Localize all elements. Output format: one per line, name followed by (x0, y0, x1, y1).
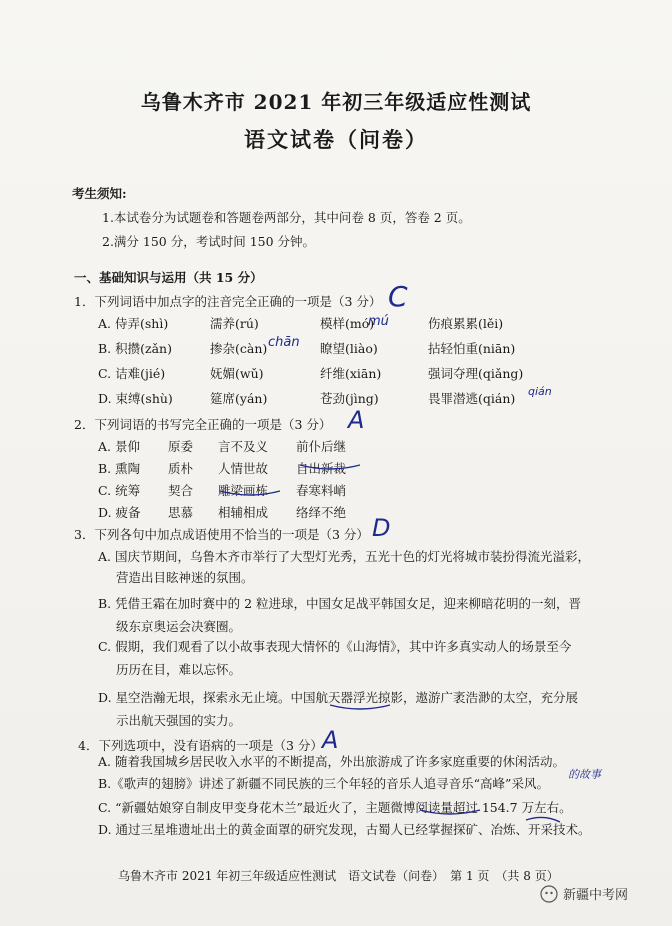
q2-row3-col2: 契合 (168, 483, 194, 498)
q1-row1-col2: 濡养(rú) (210, 316, 259, 331)
q1-row2-col4: 拈轻怕重(niān) (428, 341, 516, 356)
q1-row2-col3: 瞭望(liào) (320, 341, 378, 356)
q1-row4-col2: 筵席(yán) (210, 391, 268, 406)
notice-item-2: 2.满分 150 分，考试时间 150 分钟。 (102, 234, 316, 249)
q1-row3-col2: 妩媚(wǔ) (210, 366, 264, 381)
q2-row3-col1: C. 统筹 (98, 483, 141, 498)
q3-option-c-line1: C. 假期，我们观看了以小故事表现大情怀的《山海情》，其中许多真实动人的场景至今 (98, 639, 572, 654)
q1-row3-col4: 强词夺理(qiǎng) (428, 366, 524, 381)
q4-stem: 4．下列选项中，没有语病的一项是（3 分） (78, 738, 323, 753)
q2-row1-col4: 前仆后继 (296, 439, 347, 454)
q1-row4-col1: D. 束缚(shù) (98, 391, 173, 406)
q2-row3-col4: 春寒料峭 (296, 483, 347, 498)
q1-row1-col3: 模样(mó) (320, 316, 375, 331)
q3-option-b-line1: B. 凭借王霜在加时赛中的 2 粒进球，中国女足战平韩国女足，迎来柳暗花明的一刻，晋 (98, 596, 582, 611)
q4-note: 的故事 (568, 768, 601, 781)
q4-option-b: B.《歌声的翅膀》讲述了新疆不同民族的三个年轻的音乐人追寻音乐“高峰”采风。 (98, 776, 549, 791)
q4-option-a: A. 随着我国城乡居民收入水平的不断提高，外出旅游成了许多家庭重要的休闲活动。 (98, 754, 565, 769)
q3-stem: 3．下列各句中加点成语使用不恰当的一项是（3 分） (74, 527, 369, 542)
q1-row2-col1: B. 积攒(zǎn) (98, 341, 172, 356)
q3-option-c-line2: 历历在目，难以忘怀。 (116, 662, 242, 677)
q3-option-d-line2: 示出航天强国的实力。 (116, 713, 242, 728)
section-heading: 一、基础知识与运用（共 15 分） (74, 270, 263, 285)
q4-option-c: C. “新疆姑娘穿自制皮甲变身花木兰”最近火了，主题微博阅读量超过 154.7 万左右。 (98, 800, 572, 815)
q2-row4-col1: D. 疲备 (98, 505, 141, 520)
exam-subtitle: 语文试卷（问卷） (244, 127, 428, 152)
q1-row2-col2: 掺杂(càn) (210, 341, 268, 356)
notice-heading: 考生须知: (72, 186, 127, 201)
q2-row2-col1: B. 熏陶 (98, 461, 141, 476)
q2-row1-col1: A. 景仰 (98, 439, 140, 454)
q3-handwritten-answer: D (372, 514, 391, 542)
q1-row1-col4: 伤痕累累(lěi) (428, 316, 504, 331)
q3-option-a-line2: 营造出目眩神迷的氛围。 (116, 570, 254, 585)
notice-item-1: 1.本试卷分为试题卷和答题卷两部分，其中问卷 8 页，答卷 2 页。 (102, 210, 471, 225)
q3-option-a-line1: A. 国庆节期间，乌鲁木齐市举行了大型灯光秀，五光十色的灯光将城市装扮得流光溢彩， (98, 549, 590, 564)
q1-row1-col1: A. 侍弄(shì) (98, 316, 169, 331)
watermark (540, 884, 628, 903)
wechat-icon (540, 885, 558, 903)
q2-row2-col4: 自出新裁 (296, 461, 347, 476)
page-footer: 乌鲁木齐市 2021 年初三年级适应性测试 语文试卷（问卷） 第 1 页 （共 8 页） (118, 869, 559, 883)
q1-note-qian: qián (528, 385, 552, 398)
q4-handwritten-answer: A (322, 726, 339, 754)
q2-row1-col2: 原委 (168, 439, 194, 454)
q1-row3-col3: 纤维(xiān) (320, 366, 382, 381)
q2-row4-col3: 相辅相成 (218, 505, 269, 520)
q1-handwritten-answer: C (388, 280, 408, 313)
q2-handwritten-answer: A (348, 406, 365, 434)
q1-row4-col4: 畏罪潜逃(qián) (428, 391, 516, 406)
exam-title: 乌鲁木齐市 2021 年初三年级适应性测试 (140, 90, 532, 114)
q4-option-d: D. 通过三星堆遗址出土的黄金面罩的研究发现，古蜀人已经掌握探矿、冶炼、开采技术。 (98, 822, 591, 837)
q1-row4-col3: 苍劲(jìng) (320, 391, 379, 406)
q1-note-mu: mú (368, 314, 389, 329)
q2-row2-col2: 质朴 (168, 461, 194, 476)
q1-row3-col1: C. 诘难(jié) (98, 366, 166, 381)
q2-row2-col3: 人情世故 (218, 461, 269, 476)
q3-option-d-line1: D. 星空浩瀚无垠，探索永无止境。中国航天器浮光掠影，遨游广袤浩渺的太空，充分展 (98, 690, 579, 705)
watermark-text: 新疆中考网 (563, 888, 629, 903)
q1-note-chan: chān (268, 335, 300, 350)
q2-row4-col4: 络绎不绝 (296, 505, 347, 520)
q1-stem: 1．下列词语中加点字的注音完全正确的一项是（3 分） (74, 294, 382, 309)
q2-stem: 2．下列词语的书写完全正确的一项是（3 分） (74, 417, 332, 432)
q2-row1-col3: 言不及义 (218, 439, 269, 454)
q3-option-b-line2: 级东京奥运会决赛圈。 (116, 619, 242, 634)
q2-row4-col2: 思慕 (168, 505, 194, 520)
q2-row3-col3: 雕梁画栋 (218, 483, 269, 498)
